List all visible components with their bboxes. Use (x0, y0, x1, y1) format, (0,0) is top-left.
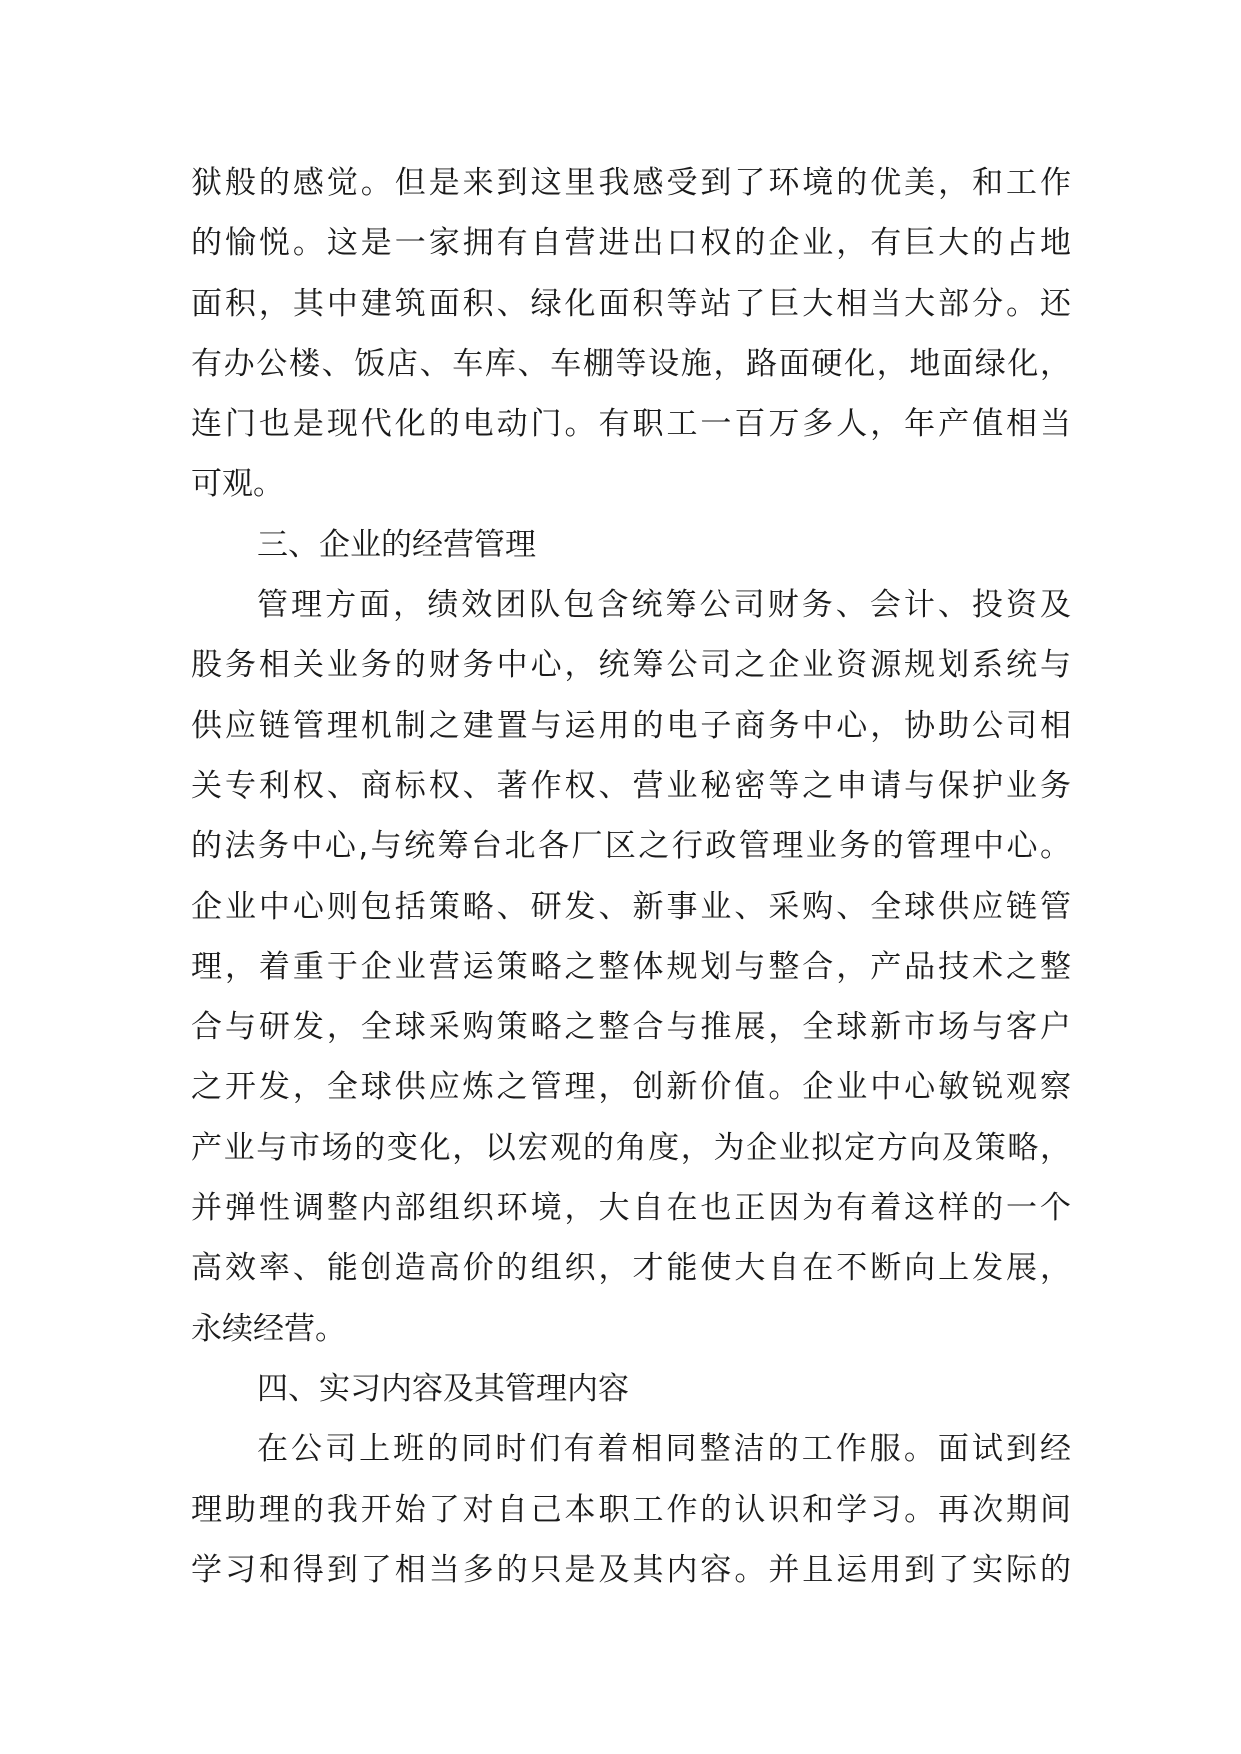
paragraph-line: 合与研发，全球采购策略之整合与推展，全球新市场与客户 (191, 1009, 1071, 1046)
paragraph-line: 在公司上班的同时们有着相同整洁的工作服。面试到经 (257, 1431, 1071, 1468)
paragraph-line: 产业与市场的变化，以宏观的角度，为企业拟定方向及策略， (191, 1129, 1071, 1166)
paragraph-line: 狱般的感觉。但是来到这里我感受到了环境的优美，和工作 (191, 165, 1071, 201)
paragraph-line: 关专利权、商标权、著作权、营业秘密等之申请与保护业务 (191, 767, 1071, 804)
paragraph-line: 的愉悦。这是一家拥有自营进出口权的企业，有巨大的占地 (191, 225, 1071, 262)
section-heading: 三、企业的经营管理 (257, 526, 536, 563)
paragraph-line: 高效率、能创造高价的组织，才能使大自在不断向上发展， (191, 1250, 1071, 1287)
paragraph-line: 股务相关业务的财务中心，统筹公司之企业资源规划系统与 (191, 647, 1071, 684)
document-body (191, 153, 1071, 1600)
paragraph-line: 管理方面，绩效团队包含统筹公司财务、会计、投资及 (257, 587, 1071, 624)
section-heading: 四、实习内容及其管理内容 (257, 1370, 629, 1407)
paragraph-line: 供应链管理机制之建置与运用的电子商务中心，协助公司相 (191, 707, 1071, 744)
paragraph-line: 理助理的我开始了对自己本职工作的认识和学习。再次期间 (191, 1491, 1071, 1528)
paragraph-line: 永续经营。 (191, 1310, 346, 1347)
paragraph-line: 并弹性调整内部组织环境，大自在也正因为有着这样的一个 (191, 1190, 1071, 1227)
paragraph-line: 理，着重于企业营运策略之整体规划与整合，产品技术之整 (191, 948, 1071, 985)
paragraph-line: 可观。 (191, 466, 284, 503)
paragraph-line: 连门也是现代化的电动门。有职工一百万多人，年产值相当 (191, 406, 1071, 443)
paragraph-line: 的法务中心,与统筹台北各厂区之行政管理业务的管理中心。 (191, 828, 1071, 865)
paragraph-line: 之开发，全球供应炼之管理，创新价值。企业中心敏锐观察 (191, 1069, 1071, 1106)
paragraph-line: 面积，其中建筑面积、绿化面积等站了巨大相当大部分。还 (191, 285, 1071, 322)
paragraph-line: 企业中心则包括策略、研发、新事业、采购、全球供应链管 (191, 888, 1071, 925)
paragraph-line: 有办公楼、饭店、车库、车棚等设施，路面硬化，地面绿化， (191, 345, 1071, 382)
paragraph-line: 学习和得到了相当多的只是及其内容。并且运用到了实际的 (191, 1551, 1071, 1588)
